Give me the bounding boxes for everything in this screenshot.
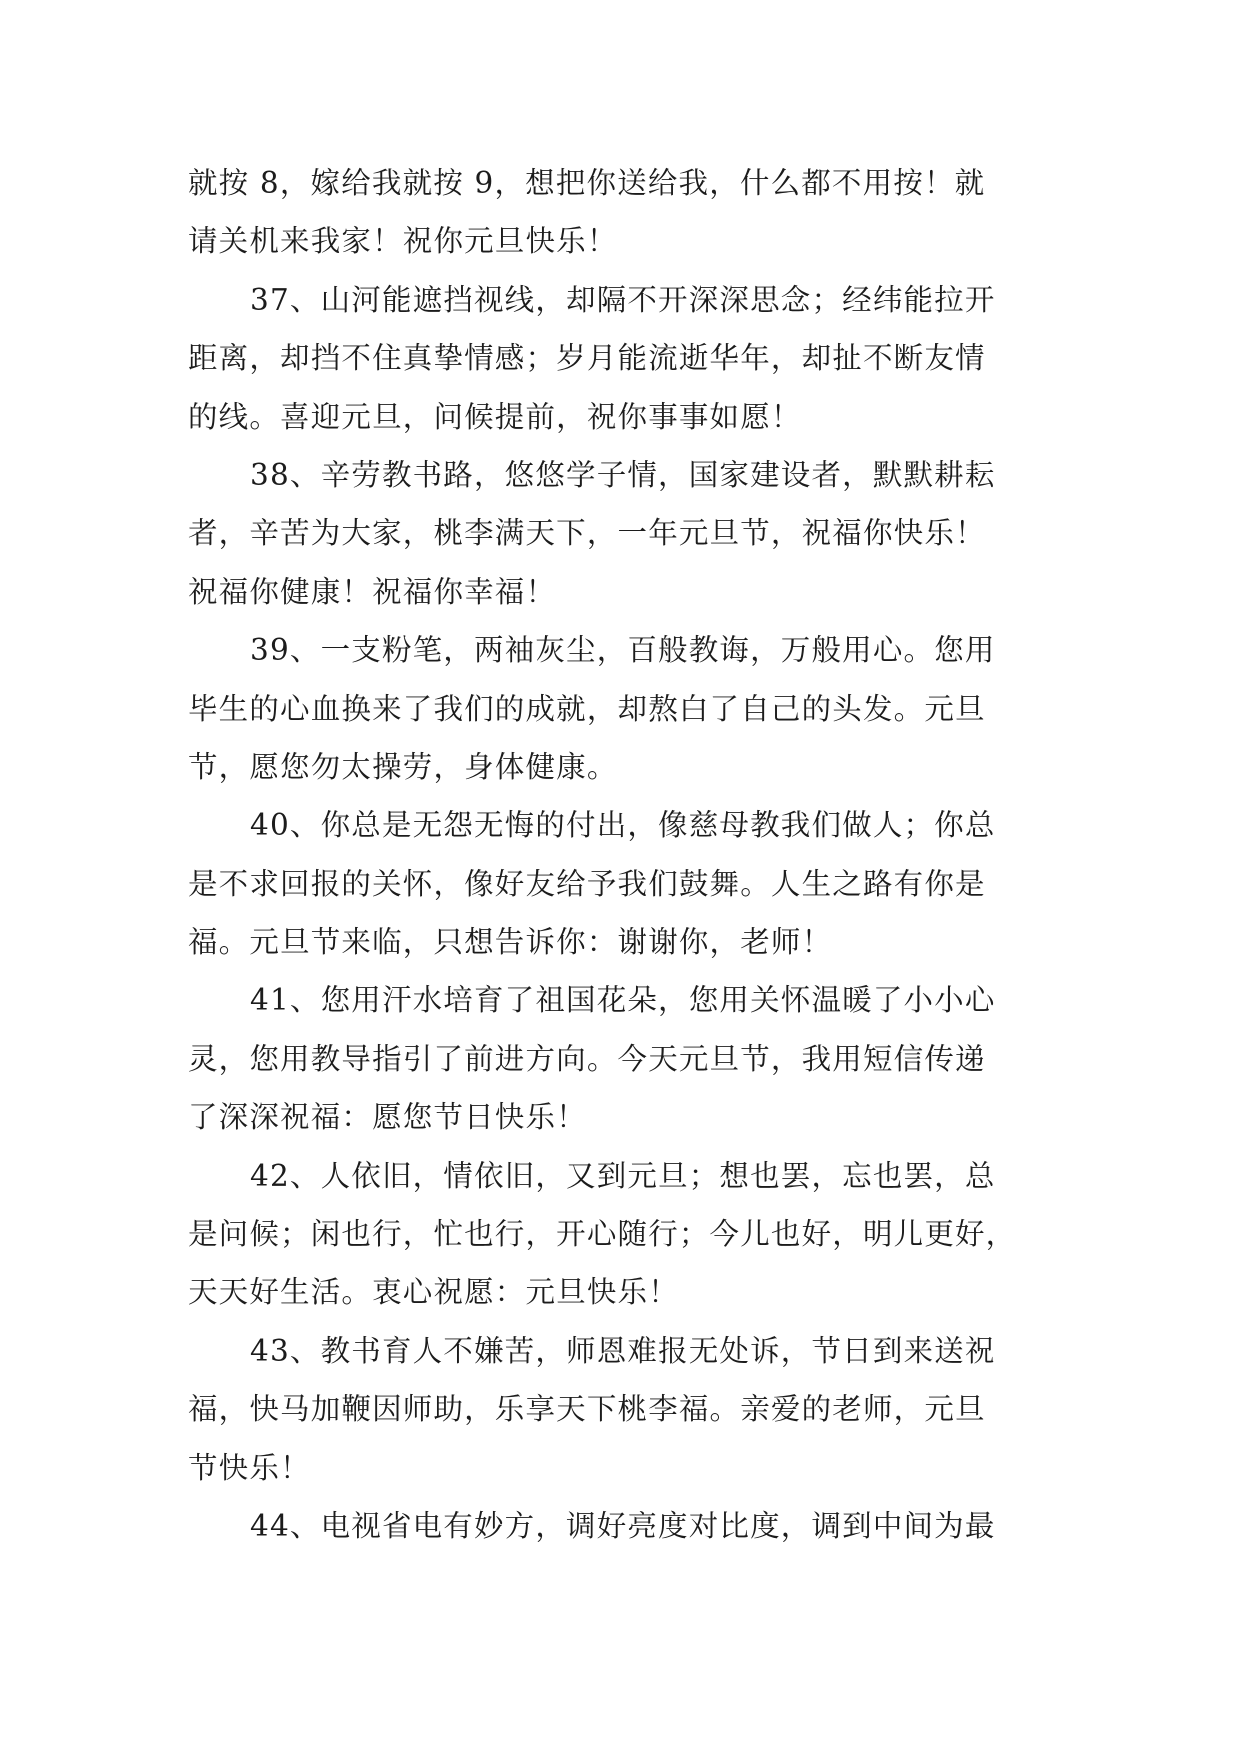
paragraph-first-line: 44、电视省电有妙方，调好亮度对比度，调到中间为最 (250, 1508, 996, 1543)
paragraph-first-line: 39、一支粉笔，两袖灰尘，百般教诲，万般用心。您用 (250, 633, 996, 668)
document-body (188, 154, 1058, 1555)
text-line: 了深深祝福：愿您节日快乐！ (188, 1100, 587, 1135)
text-line: 福，快马加鞭因师助，乐享天下桃李福。亲爱的老师，元旦 (188, 1392, 986, 1427)
text-line: 毕生的心血换来了我们的成就，却熬白了自己的头发。元旦 (188, 691, 986, 726)
paragraph-first-line: 43、教书育人不嫌苦，师恩难报无处诉，节日到来送祝 (250, 1333, 996, 1368)
text-line: 请关机来我家！祝你元旦快乐！ (188, 224, 618, 259)
text-line: 节，愿您勿太操劳，身体健康。 (188, 749, 618, 784)
text-line: 是问候；闲也行，忙也行，开心随行；今儿也好，明儿更好， (188, 1217, 1017, 1252)
text-line: 天天好生活。衷心祝愿：元旦快乐！ (188, 1275, 679, 1310)
text-line: 节快乐！ (188, 1450, 311, 1485)
paragraph-first-line: 38、辛劳教书路，悠悠学子情，国家建设者，默默耕耘 (250, 457, 996, 492)
paragraph-first-line: 40、你总是无怨无悔的付出，像慈母教我们做人；你总 (250, 808, 996, 843)
text-line: 就按 8，嫁给我就按 9，想把你送给我，什么都不用按！就 (188, 166, 986, 200)
text-line: 福。元旦节来临，只想告诉你：谢谢你，老师！ (188, 925, 833, 960)
text-line: 者，辛苦为大家，桃李满天下，一年元旦节，祝福你快乐！ (188, 516, 986, 551)
paragraph-first-line: 41、您用汗水培育了祖国花朵，您用关怀温暖了小小心 (250, 983, 996, 1018)
paragraph-first-line: 42、人依旧，情依旧，又到元旦；想也罢，忘也罢，总 (250, 1158, 996, 1193)
text-line: 距离，却挡不住真挚情感；岁月能流逝华年，却扯不断友情 (188, 341, 986, 376)
paragraph-first-line: 37、山河能遮挡视线，却隔不开深深思念；经纬能拉开 (250, 282, 996, 317)
text-line: 是不求回报的关怀，像好友给予我们鼓舞。人生之路有你是 (188, 866, 986, 901)
text-line: 的线。喜迎元旦，问候提前，祝你事事如愿！ (188, 399, 802, 434)
text-line: 灵，您用教导指引了前进方向。今天元旦节，我用短信传递 (188, 1041, 986, 1076)
text-line: 祝福你健康！祝福你幸福！ (188, 574, 557, 609)
